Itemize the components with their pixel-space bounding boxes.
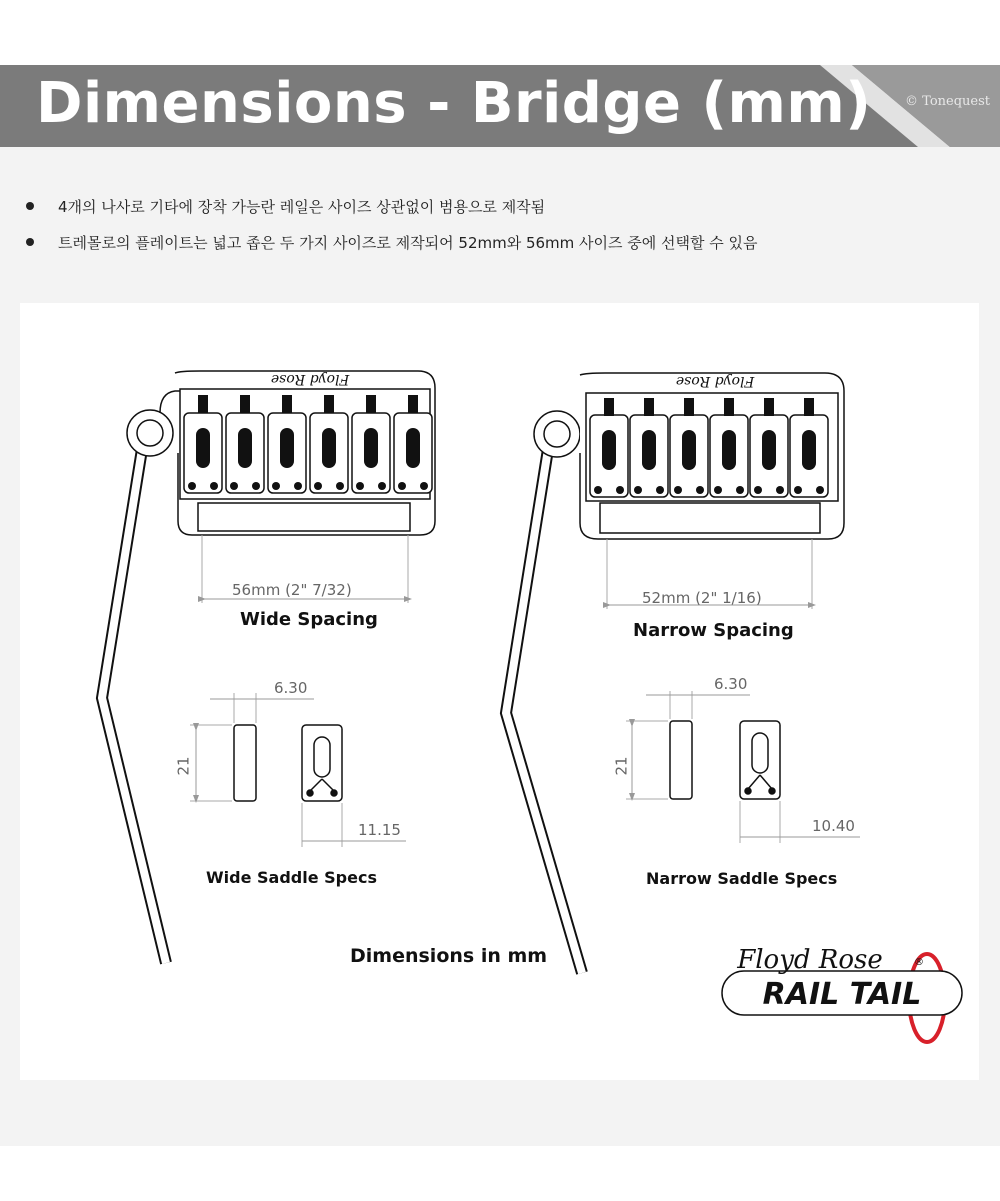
page-title: Dimensions - Bridge (mm) (36, 71, 872, 136)
bridge-engraving: Floyd Rose (675, 373, 755, 389)
narrow-saddle-caption: Narrow Saddle Specs (646, 869, 838, 888)
rail-tail-logo (722, 945, 962, 1042)
bullet-item (26, 196, 545, 217)
wide-saddle-caption: Wide Saddle Specs (206, 868, 377, 887)
wide-saddle-length: 11.15 (358, 821, 401, 839)
narrow-saddle-width: 6.30 (714, 675, 748, 693)
narrow-dimension-label: 52mm (2" 1/16) (642, 589, 762, 607)
dimensions-note: Dimensions in mm (350, 945, 548, 967)
logo-script: Floyd Rose (737, 945, 883, 975)
diagram-panel (20, 303, 979, 1080)
brand-name: Tonequest (922, 94, 990, 109)
bridge-engraving: Floyd Rose (270, 371, 350, 387)
narrow-spacing-caption: Narrow Spacing (633, 620, 794, 641)
wide-dimension-label: 56mm (2" 7/32) (232, 581, 352, 599)
bullet-text: 트레몰로의 플레이트는 넓고 좁은 두 가지 사이즈로 제작되어 52mm와 56mm 사이즈 중에 선택할 수 있음 (58, 234, 758, 252)
logo-product: RAIL TAIL (762, 977, 922, 1012)
narrow-saddle-height: 21 (612, 756, 631, 776)
bullet-item (26, 232, 758, 253)
bullet-text: 4개의 나사로 기타에 장착 가능란 레일은 사이즈 상관없이 범용으로 제작됨 (58, 198, 546, 216)
wide-saddle-height: 21 (174, 756, 193, 776)
brand-watermark: © Tonequest (905, 94, 990, 109)
wide-saddle-width: 6.30 (274, 679, 308, 697)
bullet-dot-icon (26, 202, 34, 210)
bullet-dot-icon (26, 238, 34, 246)
header-banner (0, 65, 1000, 147)
wide-spacing-caption: Wide Spacing (240, 609, 378, 630)
narrow-saddle-length: 10.40 (812, 817, 855, 835)
logo-registered: ® (914, 957, 924, 968)
